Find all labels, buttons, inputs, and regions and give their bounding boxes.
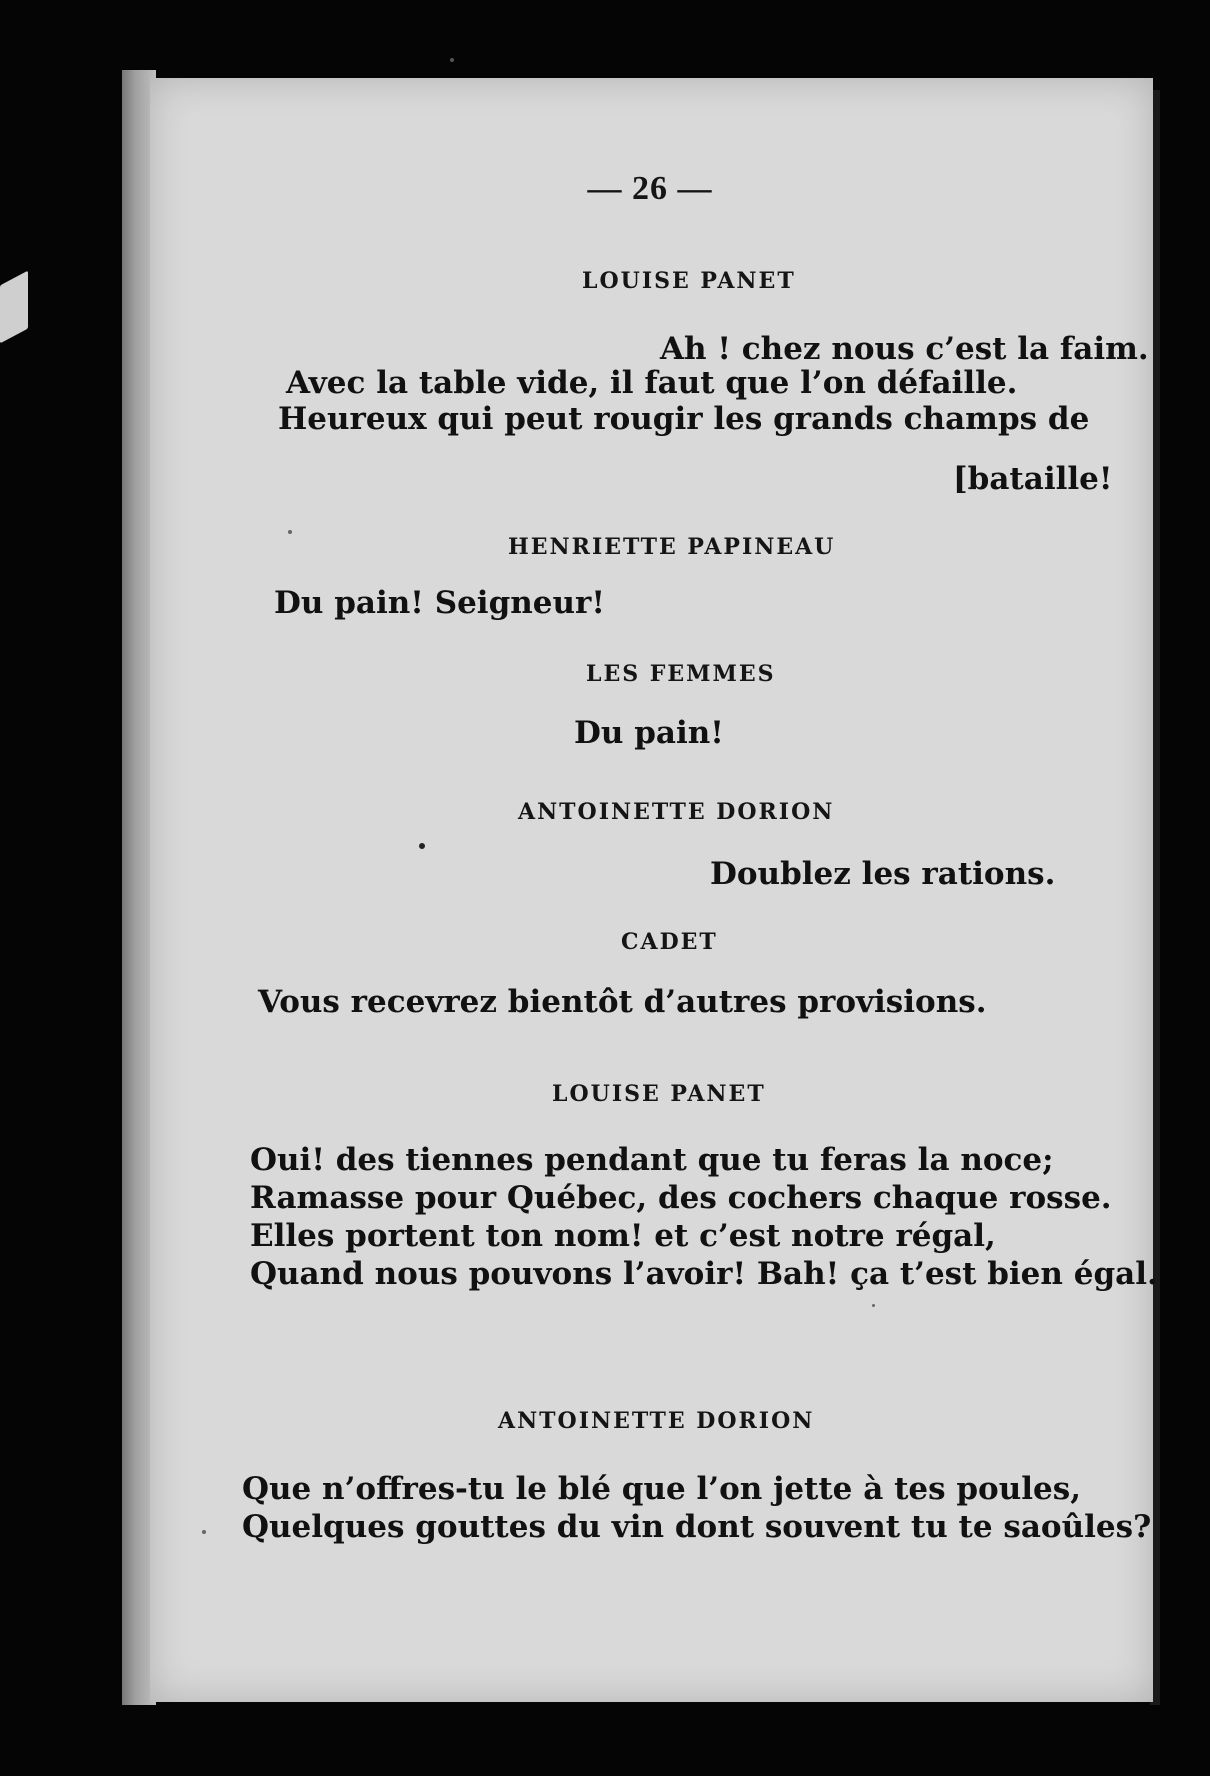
verse-line: Ramasse pour Québec, des cochers chaque rosse. [250, 1180, 1112, 1216]
page-number: — 26 — [587, 170, 713, 207]
speaker-name: ANTOINETTE DORION [498, 1408, 815, 1434]
verse-line: Vous recevrez bientôt d’autres provisions. [258, 984, 987, 1020]
verse-line: Quand nous pouvons l’avoir! Bah! ça t’est bien égal. [250, 1256, 1158, 1292]
verse-line: Doublez les rations. [710, 856, 1056, 892]
verse-line: [bataille! [953, 461, 1113, 497]
speaker-name: LOUISE PANET [552, 1081, 766, 1107]
verse-line: Quelques gouttes du vin dont souvent tu te saoûles? [242, 1509, 1152, 1545]
speaker-name: LOUISE PANET [582, 268, 796, 294]
scan-speck [419, 843, 425, 849]
scan-speck [202, 1530, 206, 1534]
scan-speck [288, 530, 292, 534]
verse-line: Du pain! [574, 715, 724, 751]
scan-speck [450, 58, 454, 62]
scan-edge-fragment [0, 271, 28, 344]
speaker-name: HENRIETTE PAPINEAU [508, 534, 836, 560]
scan-speck [872, 1304, 875, 1307]
speaker-name: CADET [621, 929, 718, 955]
verse-line: Heureux qui peut rougir les grands champs de [278, 401, 1090, 437]
document-page [150, 78, 1158, 1702]
verse-line: Du pain! Seigneur! [274, 585, 605, 621]
verse-line: Elles portent ton nom! et c’est notre régal, [250, 1218, 996, 1254]
verse-line: Avec la table vide, il faut que l’on défaille. [286, 365, 1018, 401]
speaker-name: LES FEMMES [586, 661, 776, 687]
verse-line: Oui! des tiennes pendant que tu feras la noce; [250, 1142, 1054, 1178]
speaker-name: ANTOINETTE DORION [518, 799, 835, 825]
verse-line: Ah ! chez nous c’est la faim. [660, 331, 1149, 367]
verse-line: Que n’offres-tu le blé que l’on jette à tes poules, [242, 1471, 1081, 1507]
